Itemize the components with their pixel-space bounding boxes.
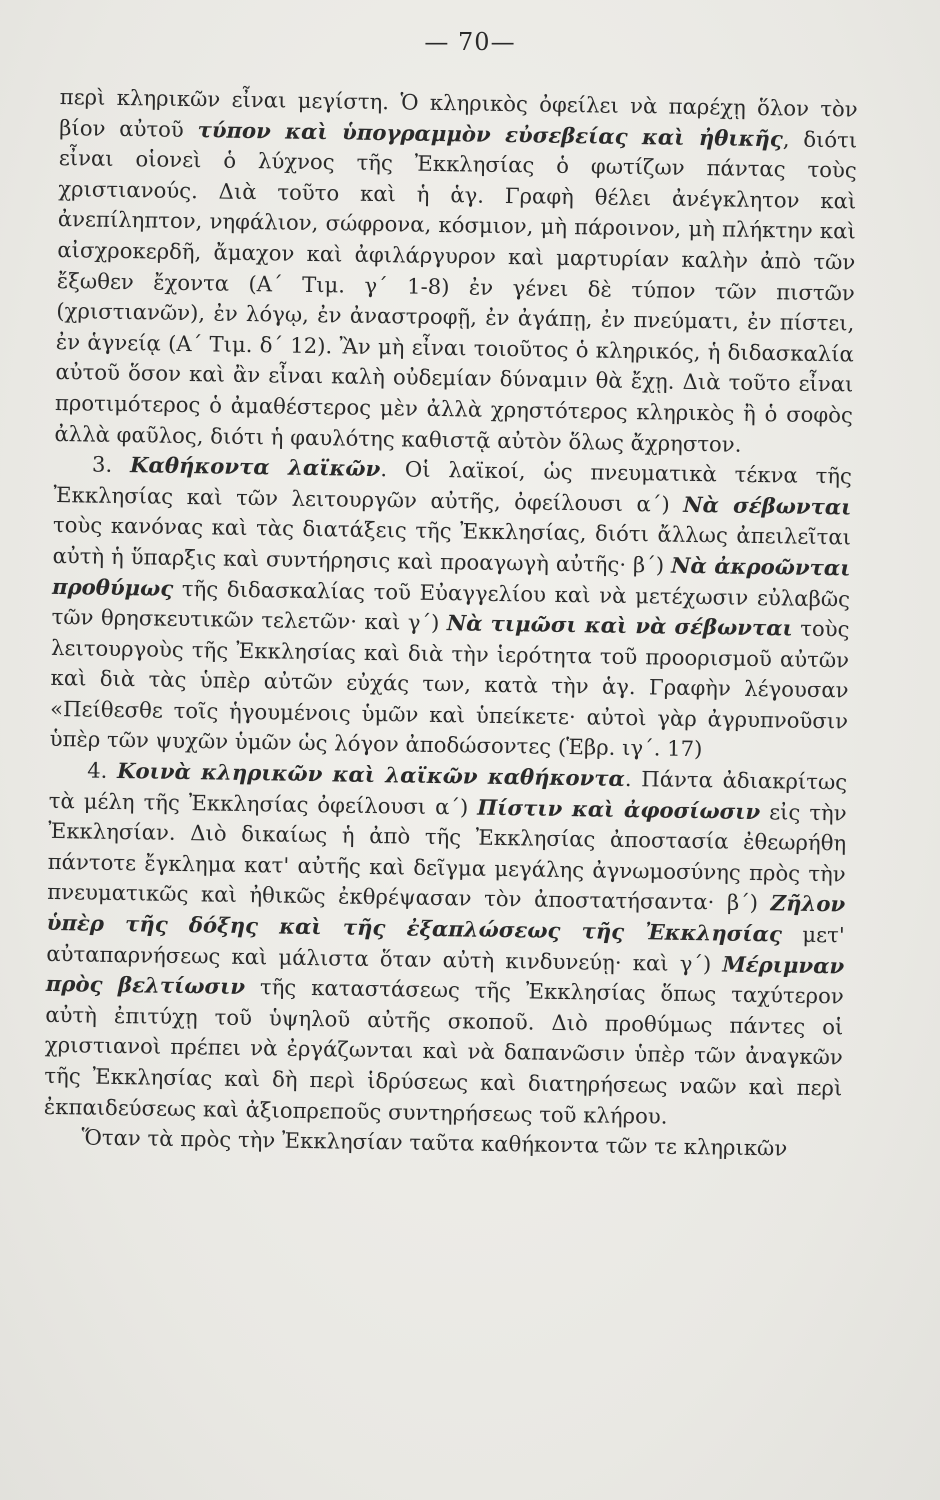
text-run: τῆς καταστάσεως τῆς Ἐκκλησίας ὅπως ταχύτερον αὐτὴ ἐπιτύχῃ τοῦ ὑψηλοῦ αὐτῆς σκοποῦ. Διὸ προθύμως πάντες οἱ χριστιανοὶ πρέπει νὰ ἐργάζωνται καὶ νὰ δαπανῶσιν ὑπὲρ τῶν ἀναγκῶν τῆς Ἐκκλησίας καὶ δὴ περὶ ἱδρύσεως καὶ διατηρήσεως ναῶν καὶ περὶ ἐκπαιδεύσεως καὶ ἀξιοπρεποῦς συντηρήσεως τοῦ κλήρου.: [43, 974, 844, 1129]
emphasis-text: Μέριμναν πρὸς βελτίωσιν: [45, 951, 845, 1000]
text-run: 4.: [86, 757, 118, 784]
emphasis-text: Ζῆλον ὑπὲρ τῆς δόξης καὶ τῆς ἐξαπλώσεως τῆς Ἐκκλησίας: [46, 890, 846, 947]
text-run: τοὺς λειτουργοὺς τῆς Ἐκκλησίας καὶ διὰ τὴν ἱερότητα τοῦ προορισμοῦ αὐτῶν καὶ διὰ τὰς ὑπὲρ αὐτῶν εὐχάς των, κατὰ τὴν ἁγ. Γραφὴν λέγουσαν «Πείθεσθε τοῖς ἡγουμένοις ὑμῶν καὶ ὑπείκετε· αὐτοὶ γὰρ ἀγρυπνοῦσιν ὑπὲρ τῶν ψυχῶν ὑμῶν ὡς λόγον ἀποδώσοντες (Ἑβρ. ιγ΄. 17): [49, 615, 850, 762]
text-run: περὶ κληρικῶν εἶναι μεγίστη. Ὁ κληρικὸς ὀφείλει νὰ παρέχῃ ὅλον τὸν βίον αὐτοῦ: [59, 83, 858, 142]
paragraph: [54, 82, 858, 462]
text-run: . Πάντα ἀδιακρίτως τὰ μέλη τῆς Ἐκκλησίας ὀφείλουσι α΄): [48, 766, 848, 820]
text-run: τῆς διδασκαλίας τοῦ Εὐαγγελίου καὶ νὰ μετέχωσιν εὐλαβῶς τῶν θρησκευτικῶν τελετῶν· καὶ γ΄): [51, 575, 851, 636]
paragraph: [44, 755, 848, 1135]
text-run: εἰς τὴν Ἐκκλησίαν. Διὸ δικαίως ἡ ἀπὸ τῆς Ἐκκλησίας ἀποστασία ἐθεωρήθη πάντοτε ἔγκλημα κατ' αὐτῆς καὶ δεῖγμα μεγάλης ἀγνωμοσύνης πρὸς τὴν πνευματικῶς καὶ ἠθικῶς ἐκθρέψασαν τὸν ἀποστατήσαντα· β΄): [47, 798, 847, 916]
emphasis-text: Νὰ ἀκροῶνται προθύμως: [51, 552, 851, 601]
text-run: τοὺς κανόνας καὶ τὰς διατάξεις τῆς Ἐκκλησίας, διότι ἄλλως ἀπειλεῖται αὐτὴ ἡ ὕπαρξις καὶ συντήρησις καὶ προαγωγὴ αὐτῆς· β΄): [52, 512, 852, 578]
text-run: μετ' αὐταπαρνήσεως καὶ μάλιστα ὅταν αὐτὴ κινδυνεύῃ· καὶ γ΄): [46, 921, 845, 977]
emphasis-text: Καθήκοντα λαϊκῶν: [129, 452, 381, 482]
text-run: 3.: [91, 451, 131, 478]
paragraph: [49, 449, 852, 767]
text-run: . Οἱ λαϊκοί, ὡς πνευματικὰ τέκνα τῆς Ἐκκλησίας καὶ τῶν λειτουργῶν αὐτῆς, ὀφείλουσι α΄): [53, 456, 853, 517]
emphasis-text: τύπον καὶ ὑπογραμμὸν εὐσεβείας καὶ ἠθικῆς: [197, 116, 784, 151]
page-number: — 70—: [424, 28, 516, 56]
text-run: , διότι εἶναι οἱονεὶ ὁ λύχνος τῆς Ἐκκλησίας ὁ φωτίζων πάντας τοὺς χριστιανούς. Διὰ τοῦτο καὶ ἡ ἁγ. Γραφὴ θέλει ἀνέγκλητον καὶ ἀνεπίληπτον, νηφάλιον, σώφρονα, κόσμιον, μὴ πάροινον, μὴ πλήκτην καὶ αἰσχροκερδῆ, ἄμαχον καὶ ἀφιλάργυρον καὶ μαρτυρίαν καλὴν ἀπὸ τῶν ἔξωθεν ἔχοντα (Α΄ Τιμ. γ΄ 1-8) ἐν γένει δὲ τύπον τῶν πιστῶν (χριστιανῶν), ἐν λόγῳ, ἐν ἀναστροφῇ, ἐν ἀγάπῃ, ἐν πνεύματι, ἐν πίστει, ἐν ἁγνείᾳ (Α΄ Τιμ. δ΄ 12). Ἂν μὴ εἶναι τοιοῦτος ὁ κληρικός, ἡ διδασκαλία αὐτοῦ ὅσον καὶ ἂν εἶναι καλὴ οὐδεμίαν δύναμιν θὰ ἔχῃ. Διὰ τοῦτο εἶναι προτιμότερος ὁ ἀμαθέστερος μὲν ἀλλὰ χρηστότερος κληρικὸς ἢ ὁ σοφὸς ἀλλὰ φαῦλος, διότι ἡ φαυλότης καθιστᾷ αὐτὸν ὅλως ἄχρηστον.: [54, 125, 858, 457]
body-text: [43, 82, 858, 1165]
emphasis-text: Νὰ τιμῶσι καὶ νὰ σέβωνται: [446, 610, 793, 641]
emphasis-text: Νὰ σέβωνται: [683, 491, 852, 520]
emphasis-text: Πίστιν καὶ ἀφοσίωσιν: [477, 794, 761, 824]
text-run: Ὅταν τὰ πρὸς τὴν Ἐκκλησίαν ταῦτα καθήκοντα τῶν τε κληρικῶν: [81, 1124, 788, 1161]
emphasis-text: Κοινὰ κληρικῶν καὶ λαϊκῶν καθήκοντα: [116, 758, 626, 792]
